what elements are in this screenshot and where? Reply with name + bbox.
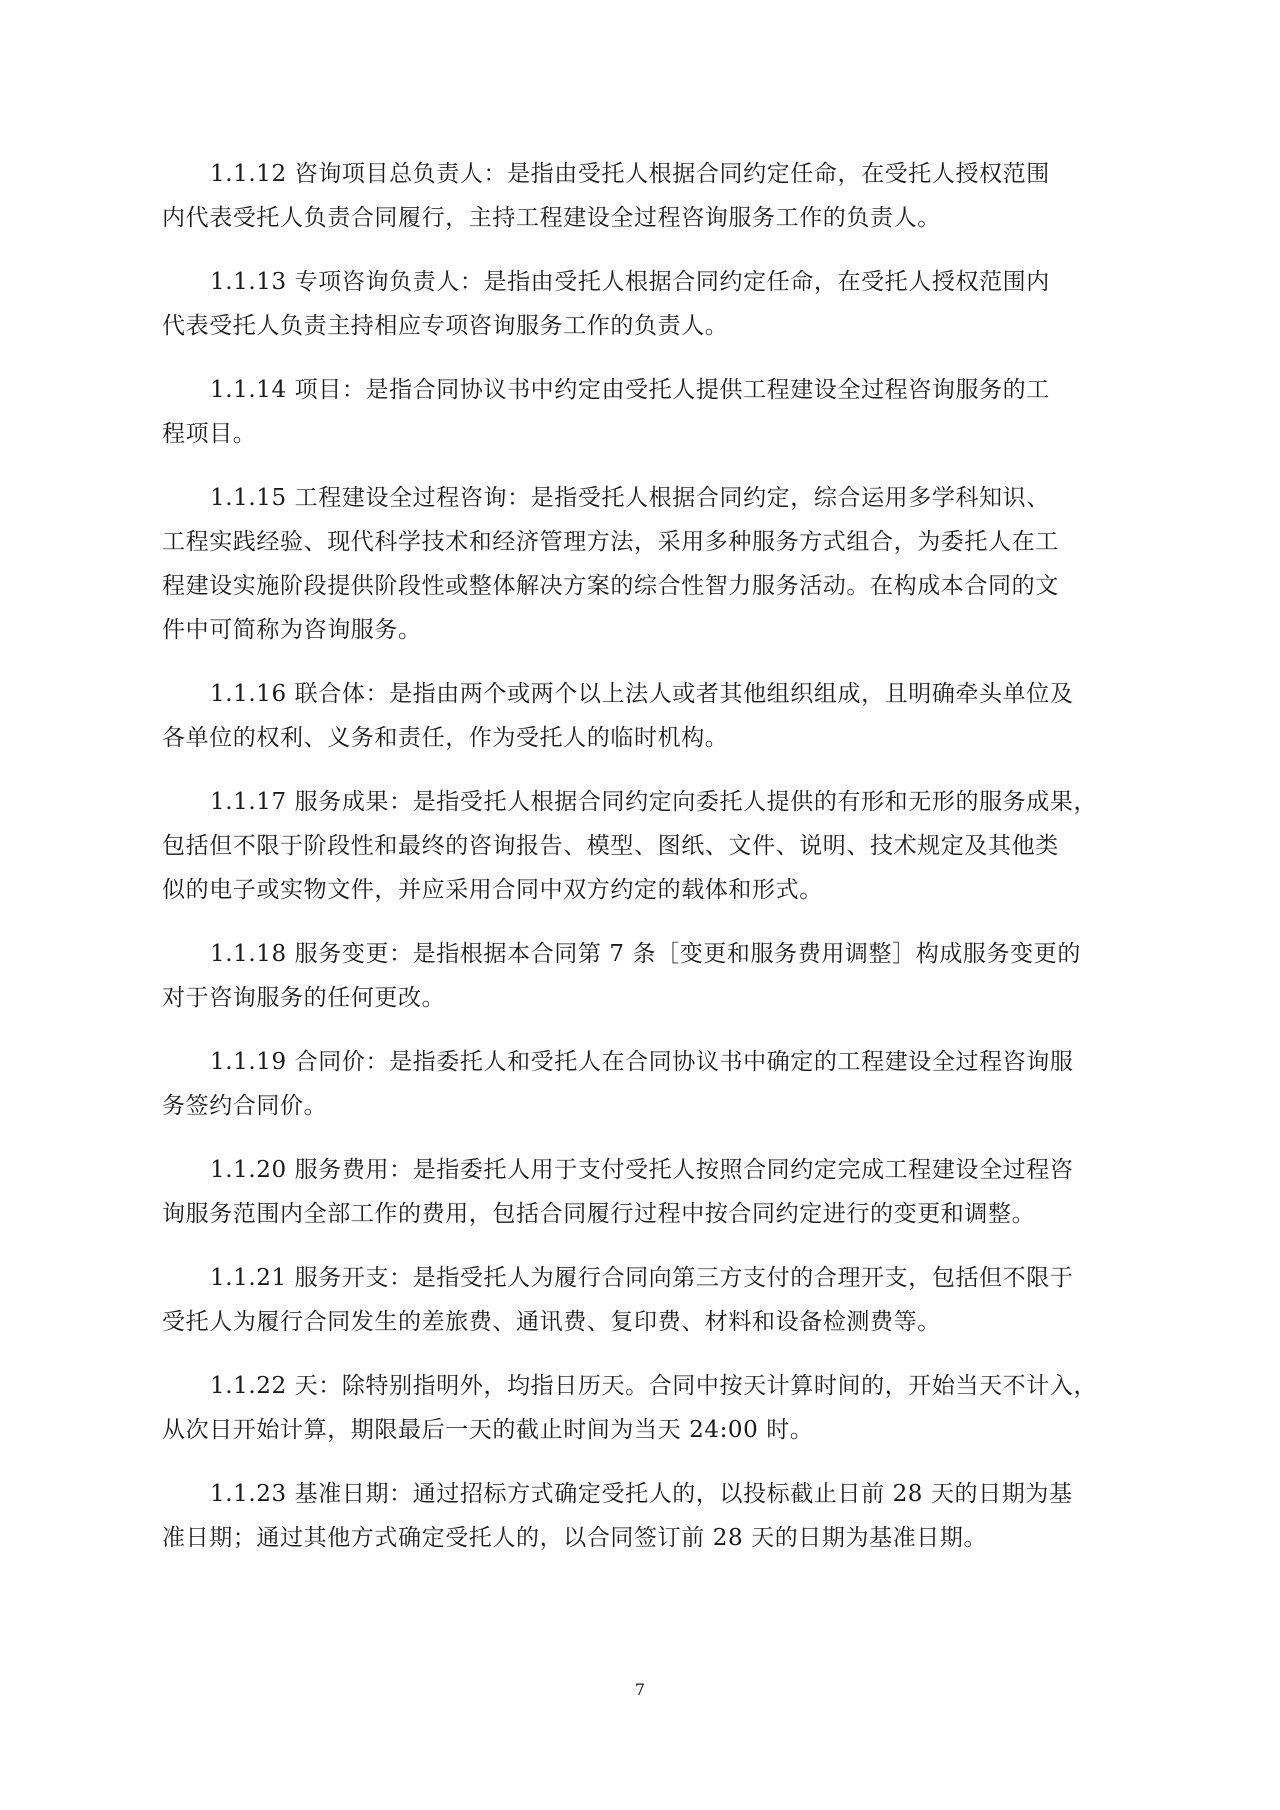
clause-line: 1.1.17 服务成果：是指受托人根据合同约定向委托人提供的有形和无形的服务成果， — [210, 789, 1098, 815]
clause-line: 程建设实施阶段提供阶段性或整体解决方案的综合性智力服务活动。在构成本合同的文 — [162, 573, 1059, 599]
clause-list — [162, 152, 1142, 1580]
clause-1-1-23 — [162, 1472, 1142, 1560]
clause-line: 代表受托人负责主持相应专项咨询服务工作的负责人。 — [162, 313, 729, 339]
clause-1-1-20 — [162, 1148, 1142, 1236]
clause-1-1-12 — [162, 152, 1142, 240]
clause-line: 1.1.22 天：除特别指明外，均指日历天。合同中按天计算时间的，开始当天不计入， — [210, 1373, 1098, 1399]
clause-line: 各单位的权利、义务和责任，作为受托人的临时机构。 — [162, 725, 729, 751]
clause-1-1-15 — [162, 476, 1142, 652]
clause-1-1-17 — [162, 780, 1142, 912]
clause-1-1-19 — [162, 1040, 1142, 1128]
clause-1-1-18 — [162, 932, 1142, 1020]
clause-line: 务签约合同价。 — [162, 1093, 328, 1119]
clause-line: 从次日开始计算，期限最后一天的截止时间为当天 24:00 时。 — [162, 1417, 814, 1443]
clause-line: 1.1.12 咨询项目总负责人：是指由受托人根据合同约定任命，在受托人授权范围 — [210, 161, 1050, 187]
clause-line: 1.1.15 工程建设全过程咨询：是指受托人根据合同约定，综合运用多学科知识、 — [210, 485, 1050, 511]
clause-line: 程项目。 — [162, 421, 257, 447]
clause-1-1-14 — [162, 368, 1142, 456]
clause-1-1-13 — [162, 260, 1142, 348]
clause-line: 1.1.16 联合体：是指由两个或两个以上法人或者其他组织组成，且明确牵头单位及 — [210, 681, 1074, 707]
clause-line: 1.1.23 基准日期：通过招标方式确定受托人的，以投标截止日前 28 天的日期为基 — [210, 1481, 1073, 1507]
clause-1-1-22 — [162, 1364, 1142, 1452]
clause-line: 1.1.14 项目：是指合同协议书中约定由受托人提供工程建设全过程咨询服务的工 — [210, 377, 1050, 403]
clause-line: 1.1.18 服务变更：是指根据本合同第 7 条［变更和服务费用调整］构成服务变更的 — [210, 941, 1081, 967]
clause-line: 件中可简称为咨询服务。 — [162, 617, 422, 643]
clause-line: 包括但不限于阶段性和最终的咨询报告、模型、图纸、文件、说明、技术规定及其他类 — [162, 833, 1059, 859]
clause-line: 对于咨询服务的任何更改。 — [162, 985, 446, 1011]
clause-line: 1.1.21 服务开支：是指受托人为履行合同向第三方支付的合理开支，包括但不限于 — [210, 1265, 1074, 1291]
clause-line: 工程实践经验、现代科学技术和经济管理方法，采用多种服务方式组合，为委托人在工 — [162, 529, 1059, 555]
clause-line: 询服务范围内全部工作的费用，包括合同履行过程中按合同约定进行的变更和调整。 — [162, 1201, 1036, 1227]
clause-line: 内代表受托人负责合同履行，主持工程建设全过程咨询服务工作的负责人。 — [162, 205, 941, 231]
clause-line: 准日期；通过其他方式确定受托人的，以合同签订前 28 天的日期为基准日期。 — [162, 1525, 988, 1551]
clause-1-1-16 — [162, 672, 1142, 760]
clause-line: 似的电子或实物文件，并应采用合同中双方约定的载体和形式。 — [162, 877, 823, 903]
clause-line: 1.1.19 合同价：是指委托人和受托人在合同协议书中确定的工程建设全过程咨询服 — [210, 1049, 1074, 1075]
clause-line: 受托人为履行合同发生的差旅费、通讯费、复印费、材料和设备检测费等。 — [162, 1309, 941, 1335]
clause-line: 1.1.20 服务费用：是指委托人用于支付受托人按照合同约定完成工程建设全过程咨 — [210, 1157, 1074, 1183]
clause-line: 1.1.13 专项咨询负责人：是指由受托人根据合同约定任命，在受托人授权范围内 — [210, 269, 1050, 295]
page-number: 7 — [634, 1680, 646, 1699]
clause-1-1-21 — [162, 1256, 1142, 1344]
